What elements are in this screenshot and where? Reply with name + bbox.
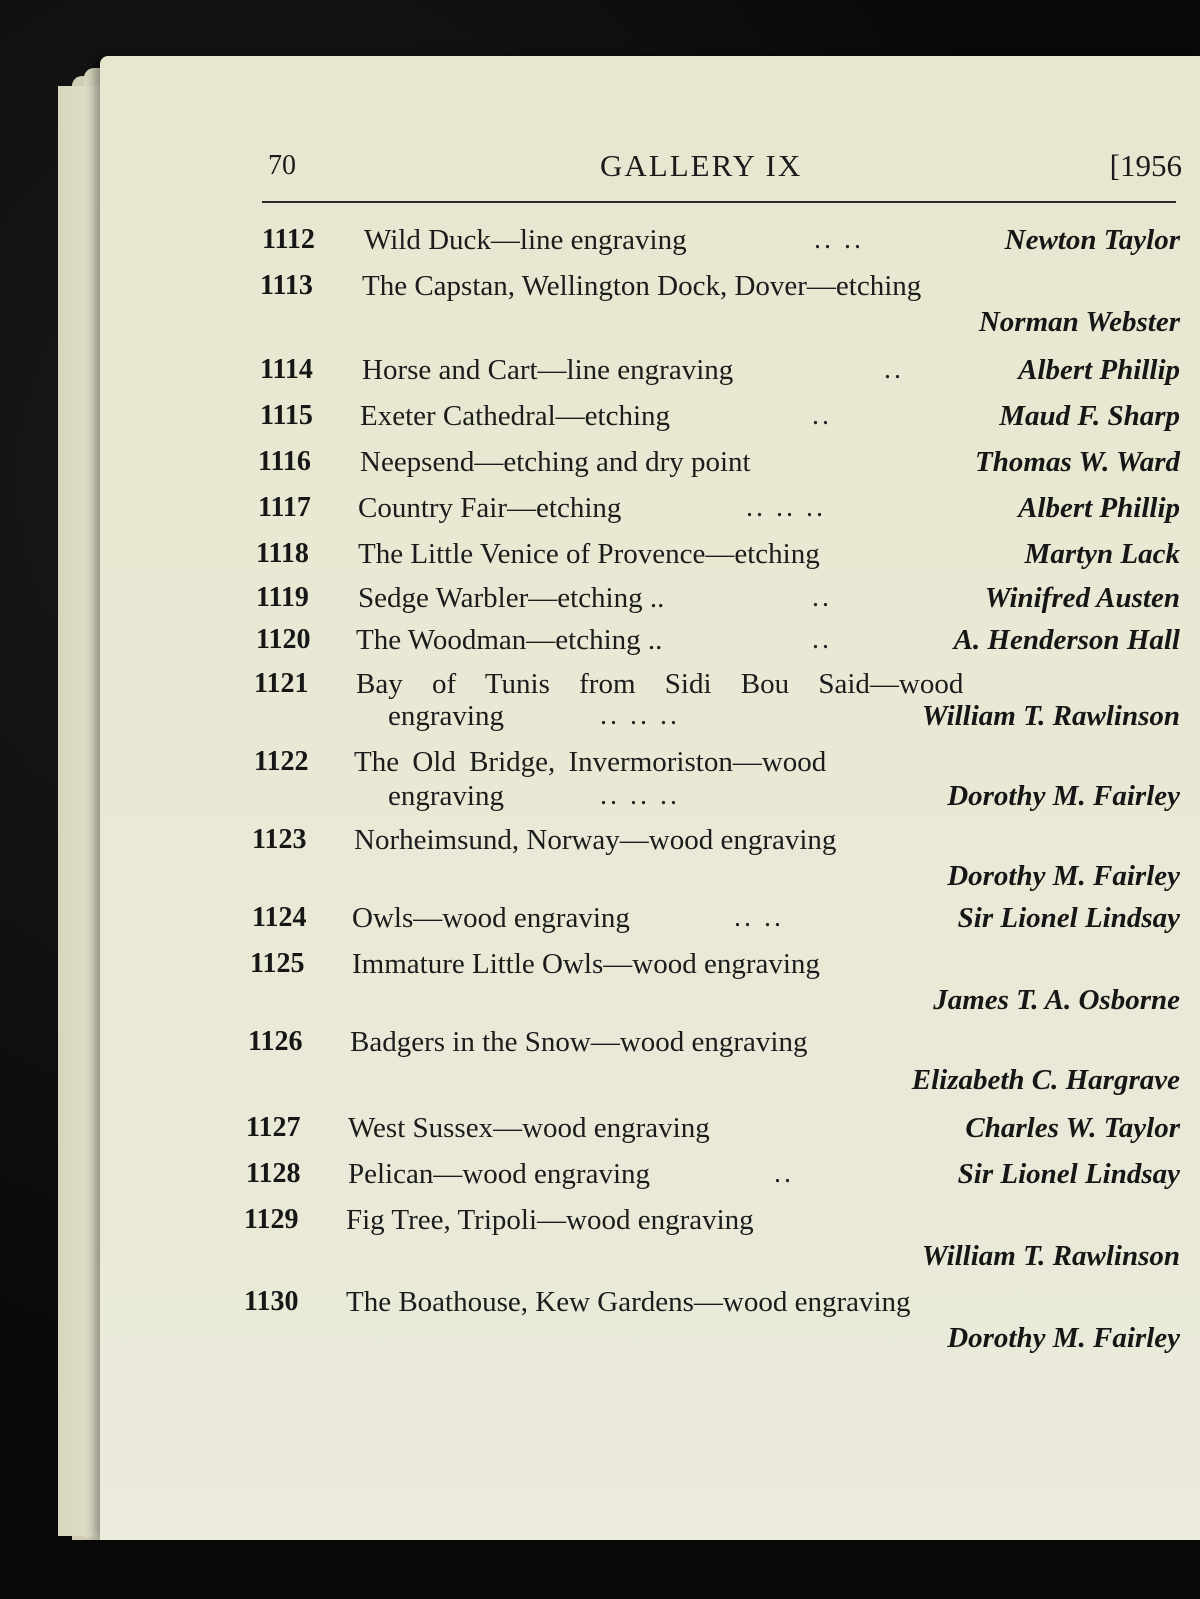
entry-leader: .. .. ..	[600, 780, 680, 811]
entry-number: 1118	[256, 538, 309, 569]
entry-title: Badgers in the Snow—wood engraving	[350, 1026, 808, 1058]
entry-artist: Norman Webster	[978, 306, 1180, 338]
year-label: [1956	[1109, 148, 1182, 183]
entry-title: Neepsend—etching and dry point	[360, 446, 751, 478]
entry-artist: William T. Rawlinson	[921, 1240, 1180, 1272]
entry-title: Wild Duck—line engraving	[364, 224, 687, 256]
entry-title: Horse and Cart—line engraving	[362, 354, 734, 386]
entry-number: 1123	[252, 824, 307, 855]
entry-leader: ..	[812, 624, 832, 655]
entry-title: Pelican—wood engraving	[348, 1158, 651, 1190]
catalogue-entry	[240, 1106, 1180, 1150]
entry-leader: ..	[812, 582, 832, 613]
entry-number: 1124	[252, 902, 307, 933]
catalogue-entry	[240, 1198, 1180, 1278]
entry-artist: Winifred Austen	[984, 582, 1180, 614]
entry-number: 1130	[244, 1286, 299, 1317]
entry-title: Fig Tree, Tripoli—wood engraving	[346, 1204, 754, 1236]
page-edge	[58, 86, 106, 1536]
catalogue-entries	[240, 208, 1180, 1354]
catalogue-entry	[240, 576, 1180, 618]
entry-title: The Boathouse, Kew Gardens—wood engraving	[346, 1286, 911, 1318]
entry-number: 1126	[248, 1026, 303, 1057]
catalogue-entry	[240, 440, 1180, 484]
entry-number: 1112	[262, 224, 315, 255]
entry-title: West Sussex—wood engraving	[348, 1112, 710, 1144]
entry-title: The Capstan, Wellington Dock, Dover—etching	[362, 270, 922, 302]
entry-artist: Maud F. Sharp	[999, 400, 1180, 432]
catalogue-entry	[240, 394, 1180, 438]
entry-title: Owls—wood engraving	[352, 902, 630, 934]
entry-number: 1122	[254, 746, 309, 777]
entry-number: 1116	[258, 446, 311, 477]
entry-artist: Martyn Lack	[1024, 538, 1180, 570]
entry-artist: Sir Lionel Lindsay	[957, 1158, 1180, 1190]
entry-artist: Charles W. Taylor	[965, 1112, 1180, 1144]
entry-number: 1120	[256, 624, 311, 655]
entry-number: 1129	[244, 1204, 299, 1235]
catalogue-entry	[240, 618, 1180, 662]
entry-leader: ..	[774, 1158, 794, 1189]
entry-title: The Little Venice of Provence—etching	[358, 538, 820, 570]
entry-artist: A. Henderson Hall	[953, 624, 1180, 656]
entry-title: Immature Little Owls—wood engraving	[352, 948, 820, 980]
entry-title-continued: engraving	[388, 780, 504, 812]
entry-leader: .. ..	[814, 224, 864, 255]
header-rule	[262, 201, 1176, 203]
page-header	[268, 142, 1182, 188]
entry-title: The Old Bridge, Invermoriston—wood	[354, 746, 827, 778]
entry-artist: Newton Taylor	[1004, 224, 1180, 256]
entry-title: Bay of Tunis from Sidi Bou Said—wood	[356, 668, 964, 700]
catalogue-entry	[240, 1280, 1180, 1360]
catalogue-entry	[240, 896, 1180, 940]
entry-leader: .. .. ..	[600, 700, 680, 731]
entry-title: Exeter Cathedral—etching	[360, 400, 671, 432]
entry-artist: Elizabeth C. Hargrave	[911, 1064, 1180, 1096]
entry-artist: William T. Rawlinson	[921, 700, 1180, 732]
entry-artist: Dorothy M. Fairley	[947, 780, 1180, 812]
catalogue-entry	[240, 818, 1180, 894]
entry-artist: Thomas W. Ward	[975, 446, 1180, 478]
catalogue-entry	[240, 348, 1180, 392]
entry-number: 1113	[260, 270, 313, 301]
entry-title: Country Fair—etching	[358, 492, 622, 524]
catalogue-entry	[240, 662, 1180, 738]
entry-leader: .. .. ..	[746, 492, 826, 523]
entry-title: Norheimsund, Norway—wood engraving	[354, 824, 837, 856]
entry-number: 1119	[256, 582, 309, 613]
entry-artist: James T. A. Osborne	[933, 984, 1180, 1016]
catalogue-entry	[240, 1020, 1180, 1104]
entry-number: 1115	[260, 400, 313, 431]
entry-title-continued: engraving	[388, 700, 504, 732]
entry-artist: Albert Phillip	[1018, 354, 1180, 386]
page-number: 70	[268, 150, 296, 181]
catalogue-entry	[240, 740, 1180, 818]
entry-leader: ..	[812, 400, 832, 431]
entry-artist: Dorothy M. Fairley	[947, 860, 1180, 892]
entry-artist: Albert Phillip	[1018, 492, 1180, 524]
catalogue-entry	[240, 942, 1180, 1018]
entry-artist: Sir Lionel Lindsay	[957, 902, 1180, 934]
entry-number: 1121	[254, 668, 309, 699]
entry-number: 1125	[250, 948, 305, 979]
entry-leader: .. ..	[734, 902, 784, 933]
entry-number: 1114	[260, 354, 313, 385]
catalogue-entry	[240, 1152, 1180, 1196]
entry-artist: Dorothy M. Fairley	[947, 1322, 1180, 1354]
entry-leader: ..	[884, 354, 904, 385]
catalogue-entry	[240, 218, 1180, 262]
catalogue-entry	[240, 532, 1180, 576]
entry-title: Sedge Warbler—etching ..	[358, 582, 665, 614]
running-title: GALLERY IX	[600, 148, 803, 183]
catalogue-entry	[240, 486, 1180, 530]
entry-number: 1127	[246, 1112, 301, 1143]
catalogue-entry	[240, 264, 1180, 346]
entry-number: 1117	[258, 492, 311, 523]
entry-title: The Woodman—etching ..	[356, 624, 663, 656]
entry-number: 1128	[246, 1158, 301, 1189]
